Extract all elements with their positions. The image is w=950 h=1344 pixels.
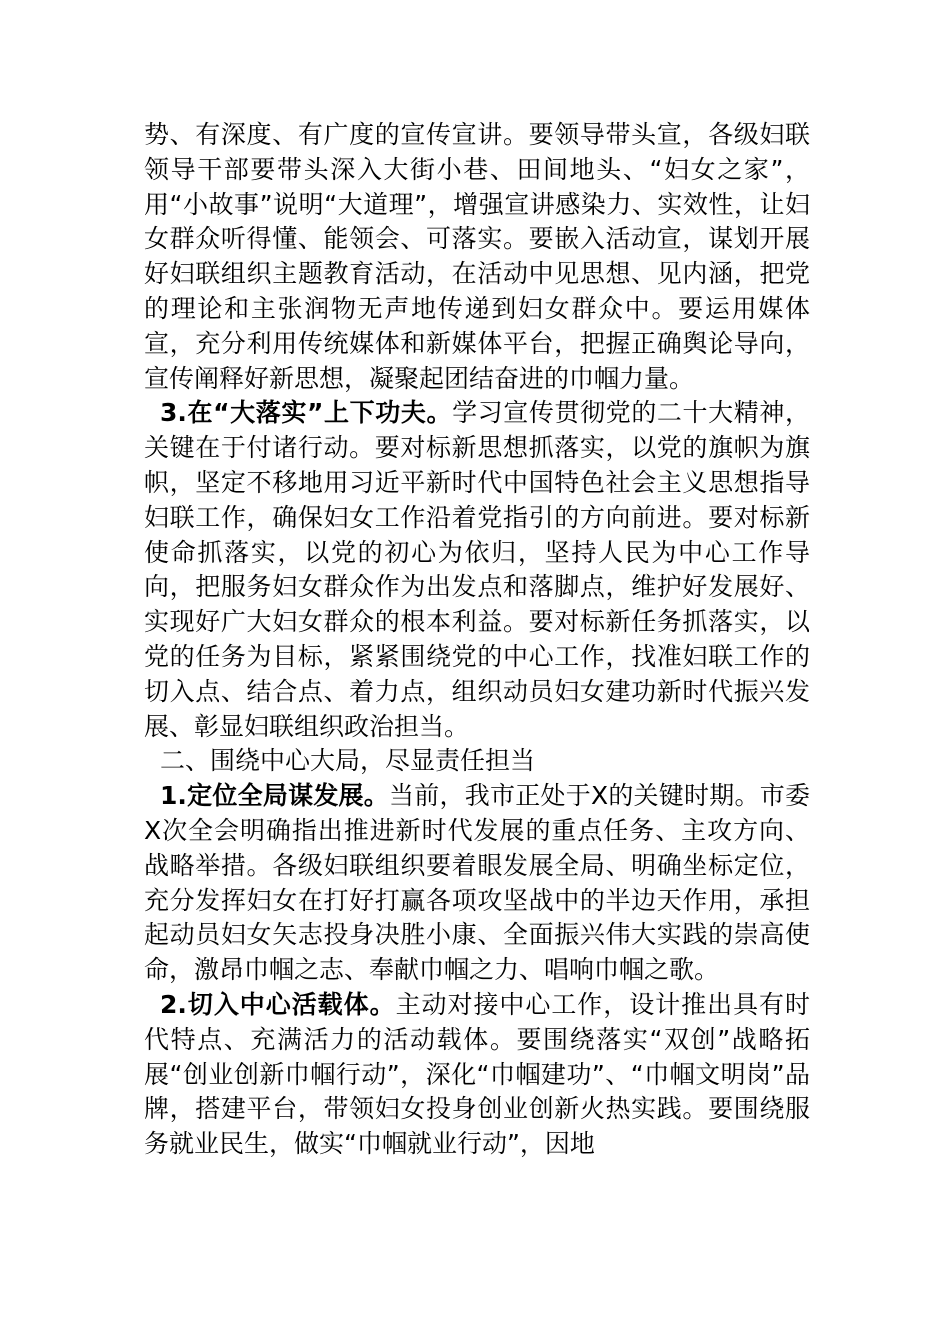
section-heading-center-overall — [144, 744, 810, 779]
paragraph-big-implementation — [144, 396, 810, 744]
paragraph-heading: 3.在“大落实”上下功夫。 — [160, 398, 453, 428]
paragraph-text: 主动对接中心工作，设计推出具有时代特点、充满活力的活动载体。要围绕落实“双创”战略拓展“创业创新巾帼行动”，深化“巾帼建功”、“巾帼文明岗”品牌，搭建平台，带领妇女投身创业创新火热实践。要围绕服务就业民生，做实“巾帼就业行动”，因地 — [144, 989, 810, 1159]
document-body — [144, 118, 810, 1162]
paragraph-heading: 1.定位全局谋发展。 — [160, 781, 390, 811]
paragraph-text: 势、有深度、有广度的宣传宣讲。要领导带头宣，各级妇联领导干部要带头深入大街小巷、田间地头、“妇女之家”，用“小故事”说明“大道理”，增强宣讲感染力、实效性，让妇女群众听得懂、能领会、可落实。要嵌入活动宣，谋划开展好妇联组织主题教育活动，在活动中见思想、见内涵，把党的理论和主张润物无声地传递到妇女群众中。要运用媒体宣，充分利用传统媒体和新媒体平台，把握正确舆论导向，宣传阐释好新思想，凝聚起团结奋进的巾帼力量。 — [144, 120, 810, 393]
section-heading-text: 二、围绕中心大局，尽显责任担当 — [160, 746, 536, 776]
paragraph-cut-into-center — [144, 988, 810, 1162]
paragraph-heading: 2.切入中心活载体。 — [160, 989, 396, 1019]
paragraph-continued-propaganda — [144, 118, 810, 396]
paragraph-text: 当前，我市正处于X的关键时期。市委X次全会明确指出推进新时代发展的重点任务、主攻方向、战略举措。各级妇联组织要着眼发展全局、明确坐标定位，充分发挥妇女在打好打赢各项攻坚战中的半边天作用，承担起动员妇女矢志投身决胜小康、全面振兴伟大实践的崇高使命，激昂巾帼之志、奉献巾帼之力、唱响巾帼之歌。 — [144, 781, 810, 985]
paragraph-position-overall — [144, 779, 810, 988]
paragraph-text: 学习宣传贯彻党的二十大精神，关键在于付诸行动。要对标新思想抓落实，以党的旗帜为旗帜，坚定不移地用习近平新时代中国特色社会主义思想指导妇联工作，确保妇女工作沿着党指引的方向前进。要对标新使命抓落实，以党的初心为依归，坚持人民为中心工作导向，把服务妇女群众作为出发点和落脚点，维护好发展好、实现好广大妇女群众的根本利益。要对标新任务抓落实，以党的任务为目标，紧紧围绕党的中心工作，找准妇联工作的切入点、结合点、着力点，组织动员妇女建功新时代振兴发展、彰显妇联组织政治担当。 — [144, 398, 810, 741]
